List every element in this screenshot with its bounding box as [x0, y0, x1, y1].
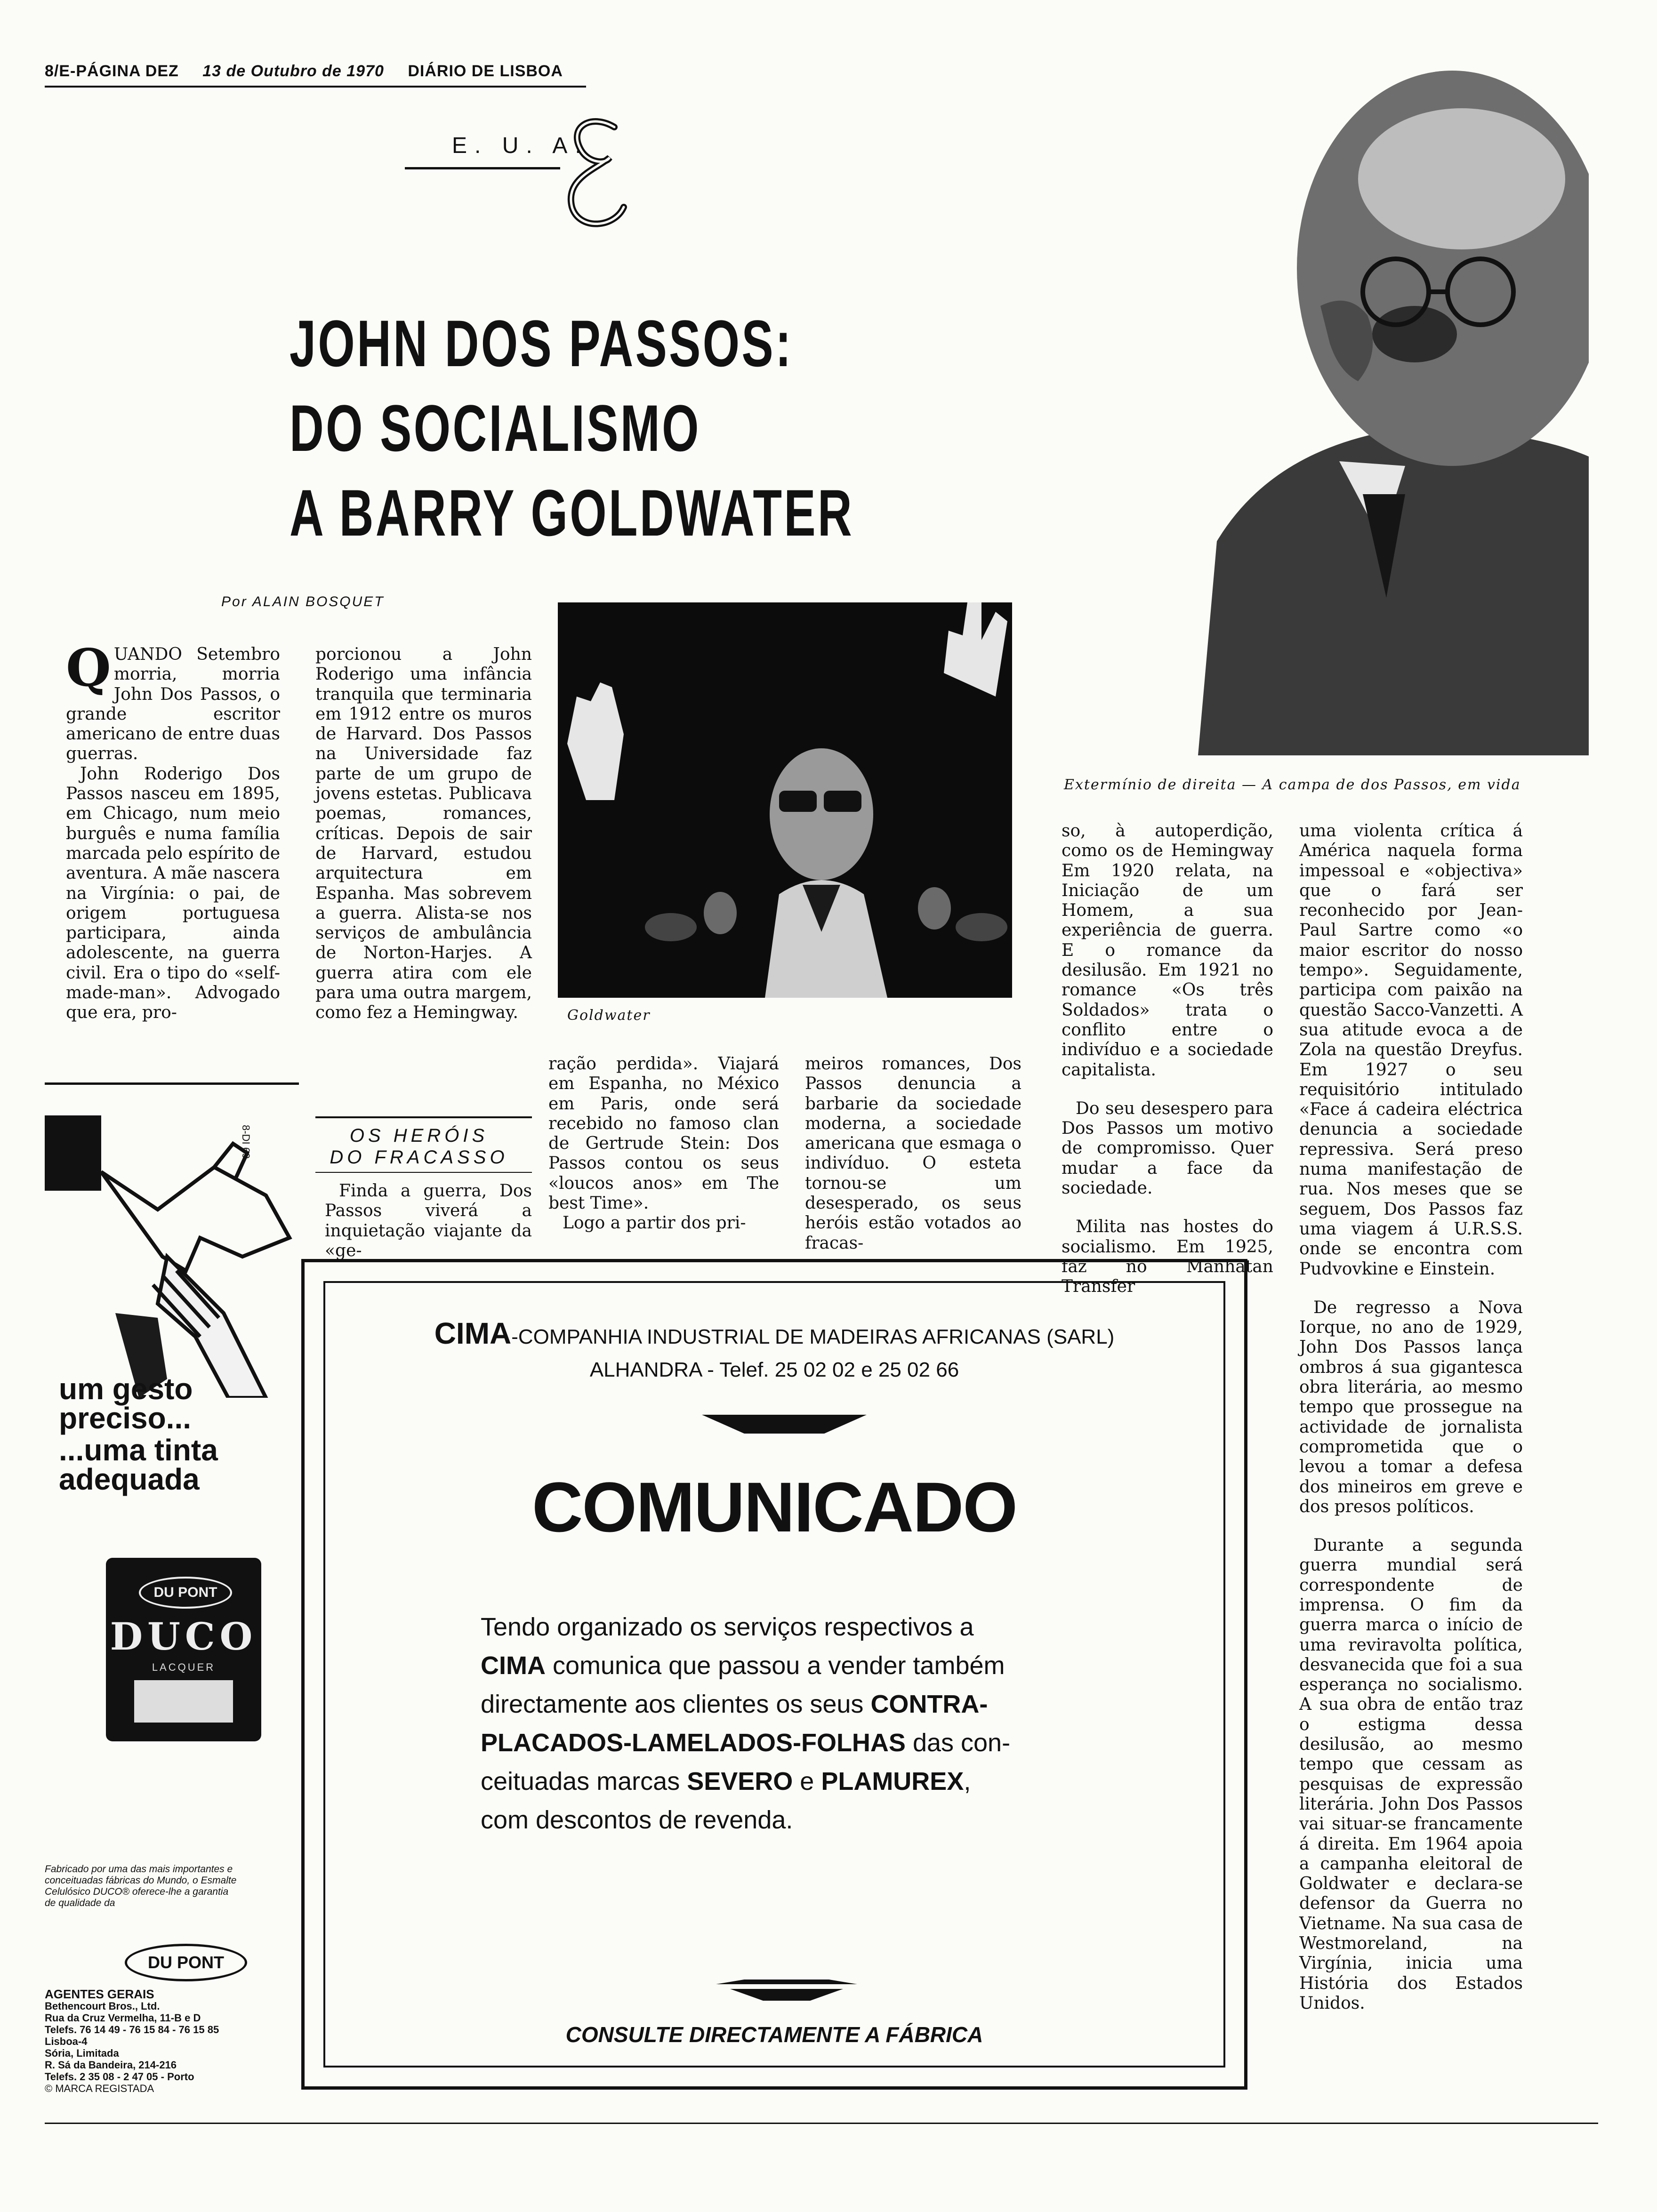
slogan-1: um gesto preciso...	[59, 1372, 193, 1435]
paragraph: John Roderigo Dos Passos nasceu em 1895, em Chicago, num meio burguês e numa família marcada pelo espírito de aventura. A mãe nascera na Virgínia: o pai, de origem portuguesa participara, ainda adolescente, na guerra civil. Era o tipo do «self-made-man». Advogado que era, pro-	[66, 764, 280, 1023]
body-line-6: com descontos de revenda.	[481, 1806, 793, 1834]
paragraph: Finda a guerra, Dos Passos viverá a inquietação viajante da «ge-	[325, 1181, 532, 1260]
subhead-rule-top	[315, 1116, 532, 1118]
paragraph: De regresso a Nova Iorque, no ano de 1929, John Dos Passos lança ombros á sua gigantesca obra literária, ao mesmo tempo que prossegue na actividade de jornalista comprometida que o levou a tomar a defesa dos mineiros em greve e dos presos políticos.	[1299, 1298, 1523, 1516]
paragraph: meiros romances, Dos Passos denuncia a barbarie da sociedade moderna, a sociedade americana que esmaga o indivíduo. O esteta tornou-se um desesperado, os seus heróis estão votados ao fracas-	[805, 1054, 1022, 1253]
ad-code: 8-DI 69	[240, 1125, 252, 1159]
article-column-3	[548, 1054, 779, 1234]
phone-line: ALHANDRA - Telef. 25 02 02 e 25 02 66	[589, 1358, 959, 1381]
newspaper-name: DIÁRIO DE LISBOA	[408, 62, 563, 80]
paragraph: Durante a segunda guerra mundial será correspondente de imprensa. O fim da guerra marca o início de uma reviravolta política, desvanecida que foi a sua esperança no socialismo. A sua obra de então traz o estigma dessa desilusão, ao mesmo tempo que cessam as pesquisas de expressão literária. John Dos Passos vai situar-se francamente á direita. Em 1964 apoia a campanha eleitoral de Goldwater e declara-se defensor da Guerra no Vietname. Na sua casa de Westmoreland, na Virgínia, inicia uma História dos Estados Unidos.	[1299, 1536, 1523, 2013]
body-line-3: directamente aos clientes os seus CONTRA-	[481, 1690, 988, 1718]
agent-2-name: Sória, Limitada	[45, 2047, 119, 2059]
masthead-rule	[45, 86, 586, 88]
cima-advertisement	[301, 1259, 1247, 2090]
body-line-4: PLACADOS-LAMELADOS-FOLHAS das con-	[481, 1729, 1011, 1757]
paint-can	[106, 1558, 261, 1741]
paragraph: porcionou a John Roderigo uma infância tranquila que terminaria em 1912 entre os muros de Harvard. Dos Passos na Universidade faz parte de um grupo de jovens estetas. Publicava poemas, romances, críticas. Depois de sair de Harvard, estudou arquitectura em Espanha. Mas sobrevem a guerra. Alista-se nos serviços de ambulância de Norton-Harjes. A guerra atira com ele para uma outra margem, como fez a Hemingway.	[315, 645, 532, 1023]
paragraph: Milita nas hostes do socialismo. Em 1925, faz no Manhatan Transfer	[1062, 1217, 1273, 1297]
headline-line-1: JOHN DOS PASSOS:	[290, 306, 793, 380]
agent-1-phone: Telefs. 76 14 49 - 76 15 84 - 76 15 85	[45, 2024, 219, 2036]
paragraph: ração perdida». Viajará em Espanha, no México em Paris, onde será recebido no famoso clan de Gertrude Stein: Dos Passos contou os seus «loucos anos» em The best Time».	[548, 1054, 779, 1213]
du-pont-logo: DU PONT	[125, 1944, 247, 1981]
divider-top-icon	[702, 1415, 867, 1438]
subhead-rule-bottom	[315, 1172, 532, 1173]
can-brand: DUCO	[110, 1614, 257, 1659]
agents-block	[45, 1988, 299, 2094]
body-line-5: ceituadas marcas SEVERO e PLAMUREX,	[481, 1767, 971, 1795]
can-subtitle: LACQUER	[152, 1661, 216, 1673]
spray-gun-hand-icon	[45, 1115, 299, 1398]
company-line	[325, 1316, 1223, 1351]
section-logo-e-icon	[563, 113, 633, 231]
page-bottom-rule	[45, 2123, 1598, 2124]
article-headline	[290, 301, 854, 555]
dos-passos-photo	[1076, 71, 1589, 755]
paragraph: Logo a partir dos pri-	[563, 1213, 746, 1233]
headline-line-2: DO SOCIALISMO	[290, 391, 701, 465]
article-column-2	[315, 645, 532, 1023]
agent-1-city: Lisboa-4	[45, 2036, 88, 2047]
ad-inner-frame	[323, 1281, 1225, 2068]
article-column-4	[805, 1054, 1022, 1253]
divider-bottom-icon	[716, 1980, 857, 2003]
paragraph: UANDO Setembro morria, morria John Dos Passos, o grande escritor americano de entre duas guerras.	[66, 645, 280, 764]
photo-caption-main: Extermínio de direita — A campa de dos Passos, em vida	[1064, 777, 1521, 793]
section-label: E. U. A.	[452, 133, 589, 158]
section-rule	[405, 167, 560, 169]
body-line-2: CIMA comunica que passou a vender também	[481, 1651, 1005, 1680]
masthead	[45, 62, 586, 80]
subheading	[315, 1125, 523, 1168]
paragraph: Do seu desespero para Dos Passos um motivo de compromisso. Quer mudar a face da sociedade.	[1062, 1098, 1273, 1198]
agent-2-phone: Telefs. 2 35 08 - 2 47 05 - Porto	[45, 2071, 194, 2083]
agents-title: AGENTES GERAIS	[45, 1987, 154, 2001]
can-label	[134, 1680, 233, 1723]
paragraph: so, à autoperdição, como os de Hemingway Em 1920 relata, na Iniciação de um Homem, a sua experiência de guerra. E o romance da desilusão. Em 1921 no romance «Os três Soldados» trata o conflito entre o indivíduo e a sociedade capitalista.	[1062, 821, 1273, 1080]
article-column-2b	[325, 1181, 532, 1261]
subheading-line-2: DO FRACASSO	[330, 1147, 508, 1168]
article-column-6	[1299, 821, 1523, 2013]
body-cima: CIMA	[481, 1651, 546, 1680]
photo-caption-goldwater: Goldwater	[567, 1007, 651, 1024]
goldwater-photo	[558, 602, 1012, 998]
ad-fine-print: Fabricado por uma das mais importantes e conceituadas fábricas do Mundo, o Esmalte Celulósico DUCO® oferece-lhe a garantia de qualidade da	[45, 1864, 237, 1908]
headline-line-3: A BARRY GOLDWATER	[290, 476, 854, 550]
company-full-name: -COMPANHIA INDUSTRIAL DE MADEIRAS AFRICANAS (SARL)	[511, 1325, 1115, 1348]
subheading-line-1: OS HERÓIS	[349, 1125, 489, 1146]
drop-cap: Q	[66, 637, 111, 698]
agent-1-address: Rua da Cruz Vermelha, 11-B e D	[45, 2012, 201, 2024]
can-brand-top: DU PONT	[139, 1577, 232, 1609]
issue-date: 13 de Outubro de 1970	[202, 62, 384, 80]
article-column-1	[66, 637, 280, 1023]
paragraph: uma violenta crítica á América naquela forma impessoal e «objectiva» que o fará ser reconhecido por Jean-Paul Sartre como «o maior escritor do nosso tempo». Seguidamente, participa com paixão na questão Sacco-Vanzetti. A sua atitude evoca a de Zola na questão Dreyfus. Em 1927 o seu requisitório intitulado «Face á cadeira eléctrica denuncia a sociedade repressiva. Será preso numa manifestação de rua. Nos meses que se seguem, Dos Passos faz uma viagem á U.R.S.S. onde se encontra com Pudvovkine e Einstein.	[1299, 821, 1523, 1279]
ad-footer: CONSULTE DIRECTAMENTE A FÁBRICA	[565, 2022, 983, 2047]
page-label: 8/E-PÁGINA DEZ	[45, 62, 179, 80]
article-column-5	[1062, 821, 1273, 1297]
announcement-title: COMUNICADO	[532, 1467, 1017, 1547]
byline: Por ALAIN BOSQUET	[221, 594, 385, 609]
announcement-body	[481, 1608, 1140, 1839]
agent-1-name: Bethencourt Bros., Ltd.	[45, 2000, 160, 2012]
agent-2-address: R. Sá da Bandeira, 214-216	[45, 2059, 177, 2071]
body-line-1: Tendo organizado os serviços respectivos a	[481, 1613, 974, 1641]
duco-advertisement	[45, 1082, 308, 2104]
trademark: © MARCA REGISTADA	[45, 2083, 154, 2094]
slogan-2: ...uma tinta adequada	[59, 1433, 218, 1496]
company-name: CIMA	[434, 1316, 512, 1350]
